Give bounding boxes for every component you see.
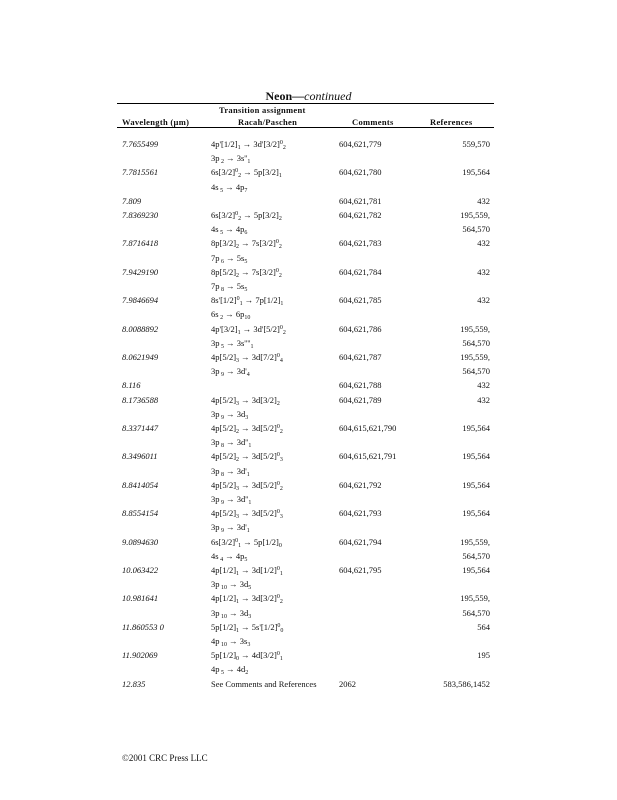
references-cell: 432 xyxy=(477,266,490,277)
references-cell: 583,586,1452 xyxy=(443,678,490,689)
title-element: Neon— xyxy=(265,89,305,103)
wavelength-cell: 8.116 xyxy=(122,380,141,391)
racah-cell: $4p[5/2]_3 \to 3d[3/2]_2$ xyxy=(211,394,280,407)
racah-cell: $4p[5/2]_2 \to 3d[5/2]^0_3$ xyxy=(211,451,283,464)
comments-cell: 604,621,784 xyxy=(339,266,382,277)
racah-cell: $8p[5/2]_2 \to 7s[3/2]^0_2$ xyxy=(211,266,282,279)
wavelength-cell: 7.8716418 xyxy=(122,238,159,249)
racah-cell: $4p[5/2]_3 \to 3d[5/2]^0_3$ xyxy=(211,508,283,521)
comments-cell: 604,621,785 xyxy=(339,295,382,306)
comments-cell: 2062 xyxy=(339,678,356,689)
racah-cell: $4p[1/2]_1 \to 3d[3/2]^0_2$ xyxy=(211,593,283,606)
paschen-cell: 3p $_{10} \to 3d_5$ xyxy=(211,579,252,592)
wavelength-cell: 7.9846694 xyxy=(122,295,159,306)
comments-cell: 604,621,781 xyxy=(339,195,382,206)
wavelength-cell: 8.0621949 xyxy=(122,352,159,362)
comments-cell: 604,621,782 xyxy=(339,210,382,220)
wavelength-cell: 11.902069 xyxy=(122,650,158,661)
wavelength-cell: 8.8414054 xyxy=(122,479,159,490)
wavelength-cell: 7.8369230 xyxy=(122,210,159,220)
wavelength-cell: 8.3371447 xyxy=(122,423,159,433)
references-cell: 564,570 xyxy=(462,337,490,348)
racah-cell: $4p[5/2]_3 \to 3d[7/2]^0_4$ xyxy=(211,352,283,364)
racah-cell: $6s[3/2]^0_2 \to 5p[3/2]_1$ xyxy=(211,167,282,180)
paschen-cell: 4s $_5 \to 4p_7$ xyxy=(211,181,248,194)
wavelength-cell: 9.0894630 xyxy=(122,536,159,547)
wavelength-cell: 8.1736588 xyxy=(122,394,159,405)
comments-cell: 604,621,780 xyxy=(339,167,382,178)
paschen-cell: 3p $_{10} \to 3d_3$ xyxy=(211,607,252,620)
paschen-cell: 4p $_{10} \to 3s_3$ xyxy=(211,636,251,648)
paschen-cell: 6s $_2 \to 6p_{10}$ xyxy=(211,309,251,322)
racah-cell: $8p[3/2]_2 \to 7s[3/2]^0_2$ xyxy=(211,238,282,251)
references-cell: 564,570 xyxy=(462,550,490,561)
comments-cell: 604,621,793 xyxy=(339,508,382,519)
paschen-cell: 3p $_5 \to 3s''''_1$ xyxy=(211,337,254,350)
references-cell: 195,564 xyxy=(462,508,490,519)
header-bottom-rule xyxy=(117,127,494,128)
paschen-cell: 7p $_6 \to 5s_5$ xyxy=(211,252,248,265)
racah-cell: $6s[3/2]^0_1 \to 5p[1/2]_0$ xyxy=(211,536,282,549)
wavelength-cell: 8.8554154 xyxy=(122,508,159,519)
paschen-cell: 3p $_9 \to 3d''_1$ xyxy=(211,494,252,506)
paschen-cell: 4s $_5 \to 4p_6$ xyxy=(211,224,248,237)
wavelength-cell: 7.9429190 xyxy=(122,266,159,277)
comments-cell: 604,615,621,791 xyxy=(339,451,397,462)
paschen-cell: 4p $_5 \to 4d_2$ xyxy=(211,664,249,677)
references-cell: 432 xyxy=(477,394,490,405)
references-cell: 195,559, xyxy=(460,210,490,220)
paschen-cell: 3p $_9 \to 3d'_4$ xyxy=(211,366,250,379)
header-top-rule xyxy=(117,103,494,104)
wavelength-cell: 7.809 xyxy=(122,195,142,206)
comments-cell: 604,621,789 xyxy=(339,394,382,405)
header-transition-line2: Racah/Paschen xyxy=(238,117,298,127)
header-references: References xyxy=(430,117,473,127)
racah-cell: $5p[1/2]_0 \to 4d[3/2]^0_1$ xyxy=(211,650,283,663)
wavelength-cell: 10.981641 xyxy=(122,593,159,604)
comments-cell: 604,621,783 xyxy=(339,238,382,249)
paschen-cell: 3p $_8 \to 3d'_1$ xyxy=(211,465,250,478)
references-cell: 195,564 xyxy=(462,451,490,462)
references-cell: 432 xyxy=(477,238,490,249)
references-cell: 564,570 xyxy=(462,366,490,377)
references-cell: 195,564 xyxy=(462,479,490,490)
comments-cell: 604,621,795 xyxy=(339,565,382,575)
wavelength-cell: 11.860553 0 xyxy=(122,621,164,632)
racah-cell: $8s'[1/2]^0_1 \to 7p[1/2]_1$ xyxy=(211,295,284,308)
racah-cell: See Comments and References xyxy=(211,678,317,689)
racah-cell: $4p[5/2]_2 \to 3d[5/2]^0_2$ xyxy=(211,423,283,435)
references-cell: 195,564 xyxy=(462,423,490,433)
paschen-cell: 4s $_4 \to 4p_5$ xyxy=(211,550,248,563)
racah-cell: $4p'[3/2]_1 \to 3d'[5/2]^0_2$ xyxy=(211,323,286,336)
references-cell: 195,559, xyxy=(460,323,490,334)
references-cell: 195,559, xyxy=(460,593,490,604)
header-wavelength: Wavelength (µm) xyxy=(122,117,190,127)
references-cell: 195,564 xyxy=(462,167,490,178)
references-cell: 195,559, xyxy=(460,352,490,362)
references-cell: 432 xyxy=(477,295,490,306)
comments-cell: 604,621,786 xyxy=(339,323,382,334)
racah-cell: $6s[3/2]^0_2 \to 5p[3/2]_2$ xyxy=(211,210,282,222)
wavelength-cell: 12.835 xyxy=(122,678,146,689)
references-cell: 564,570 xyxy=(462,607,490,618)
racah-cell: $4p'[1/2]_1 \to 3d'[3/2]^0_2$ xyxy=(211,139,286,151)
wavelength-cell: 8.0088892 xyxy=(122,323,159,334)
wavelength-cell: 10.063422 xyxy=(122,565,159,575)
references-cell: 432 xyxy=(477,195,490,206)
paschen-cell: 3p $_8 \to 3d''_1$ xyxy=(211,437,252,450)
header-comments: Comments xyxy=(352,117,394,127)
wavelength-cell: 7.7815561 xyxy=(122,167,159,178)
header-transition-line1: Transition assignment xyxy=(219,105,306,115)
references-cell: 564 xyxy=(477,621,490,632)
racah-cell: $4p[1/2]_1 \to 3d[1/2]^0_1$ xyxy=(211,565,283,577)
references-cell: 559,570 xyxy=(462,139,490,149)
references-cell: 195,564 xyxy=(462,565,490,575)
comments-cell: 604,621,788 xyxy=(339,380,382,391)
comments-cell: 604,621,787 xyxy=(339,352,382,362)
page-title xyxy=(0,89,617,104)
references-cell: 195 xyxy=(477,650,490,661)
references-cell: 195,559, xyxy=(460,536,490,547)
wavelength-cell: 7.7655499 xyxy=(122,139,159,149)
copyright-footer: ©2001 CRC Press LLC xyxy=(122,753,208,763)
references-cell: 432 xyxy=(477,380,490,391)
racah-cell: $5p[1/2]_1 \to 5s'[1/2]^0_0$ xyxy=(211,621,284,634)
paschen-cell: 7p $_8 \to 5s_5$ xyxy=(211,281,248,293)
comments-cell: 604,615,621,790 xyxy=(339,423,397,433)
comments-cell: 604,621,779 xyxy=(339,139,382,149)
references-cell: 564,570 xyxy=(462,224,490,235)
racah-cell: $4p[5/2]_3 \to 3d[5/2]^0_2$ xyxy=(211,479,283,492)
paschen-cell: 3p $_9 \to 3d'_1$ xyxy=(211,522,250,535)
wavelength-cell: 8.3496011 xyxy=(122,451,158,462)
title-continued: continued xyxy=(304,89,352,103)
comments-cell: 604,621,794 xyxy=(339,536,382,547)
paschen-cell: 3p $_2 \to 3s''_1$ xyxy=(211,153,251,166)
paschen-cell: 3p $_9 \to 3d_3$ xyxy=(211,408,249,421)
comments-cell: 604,621,792 xyxy=(339,479,382,490)
